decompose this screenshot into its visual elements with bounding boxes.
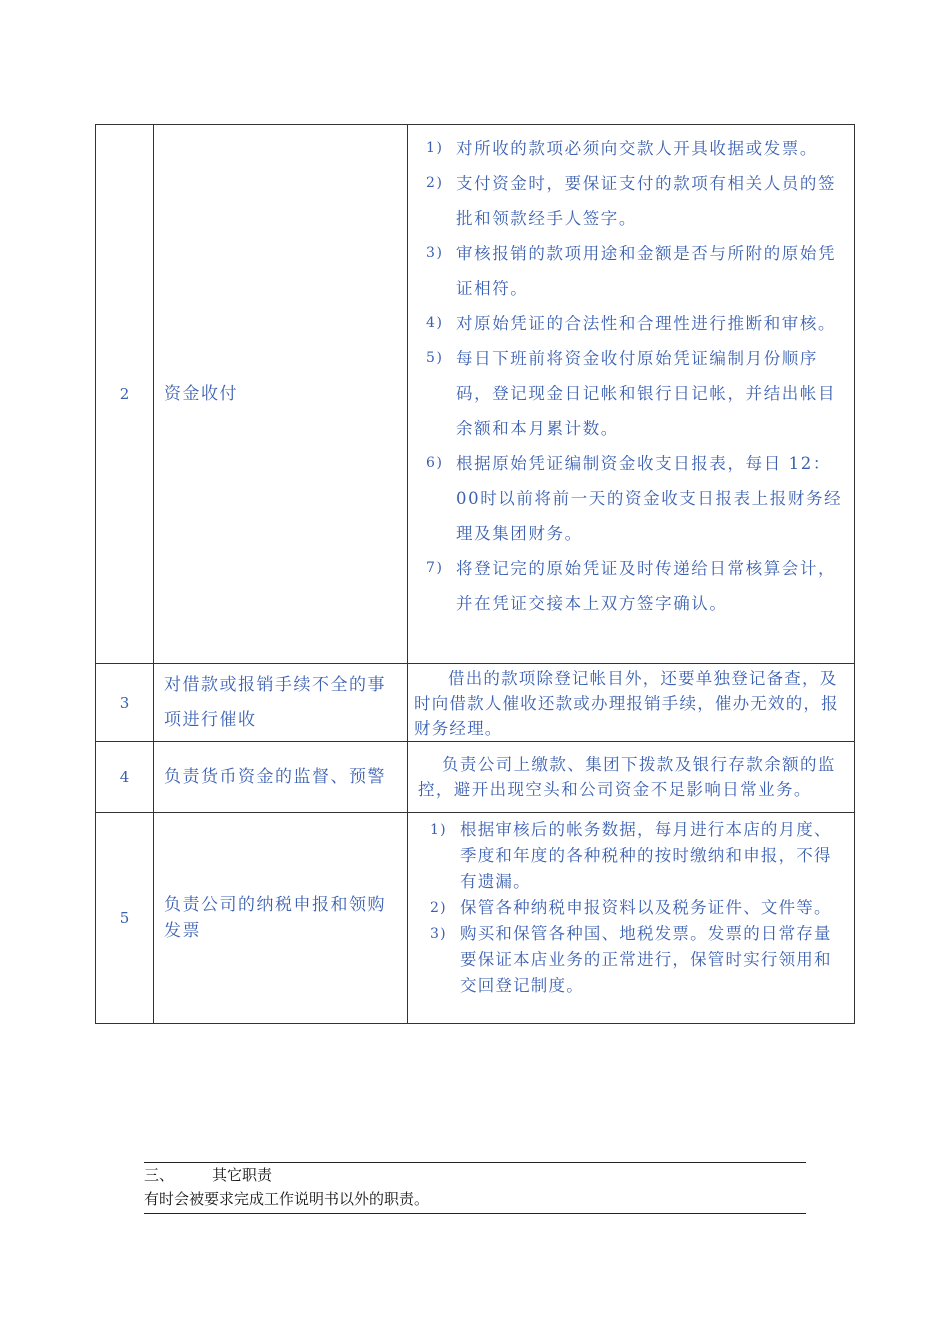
list-item xyxy=(430,817,846,895)
item-text: 购买和保管各种国、地税发票。发票的日常存量要保证本店业务的正常进行，保管时实行领用和交回登记制度。 xyxy=(460,924,832,995)
divider xyxy=(144,1213,806,1214)
item-text: 将登记完的原始凭证及时传递给日常核算会计，并在凭证交接本上双方签字确认。 xyxy=(456,559,837,613)
item-number: 5) xyxy=(426,350,444,366)
other-duties-section xyxy=(144,1162,806,1214)
section-title: 其它职责 xyxy=(212,1166,273,1184)
item-text: 保管各种纳税申报资料以及税务证件、文件等。 xyxy=(460,898,832,917)
row-number: 4 xyxy=(96,742,154,813)
duty-description xyxy=(408,664,855,742)
row-number: 2 xyxy=(96,125,154,664)
table-row xyxy=(96,664,855,742)
duty-text: 负责公司上缴款、集团下拨款及银行存款余额的监控，避开出现空头和公司资金不足影响日常业务。 xyxy=(418,755,836,799)
section-number: 三、 xyxy=(144,1166,175,1184)
row-number: 5 xyxy=(96,813,154,1024)
list-item xyxy=(426,341,846,446)
item-number: 4) xyxy=(426,315,444,331)
item-number: 3) xyxy=(430,926,447,942)
section-body: 有时会被要求完成工作说明书以外的职责。 xyxy=(144,1190,430,1208)
list-item xyxy=(430,895,846,921)
duty-description xyxy=(408,125,855,664)
duty-description xyxy=(408,742,855,813)
duty-item-list xyxy=(408,813,854,1023)
duty-title: 负责货币资金的监督、预警 xyxy=(154,742,408,813)
item-number: 6) xyxy=(426,455,444,471)
duty-item-list xyxy=(408,129,854,659)
item-number: 7) xyxy=(426,560,444,576)
list-item xyxy=(426,446,846,551)
duty-description xyxy=(408,813,855,1024)
list-item xyxy=(426,131,846,166)
item-text: 对原始凭证的合法性和合理性进行推断和审核。 xyxy=(456,314,837,333)
item-number: 1) xyxy=(430,822,447,838)
row-number: 3 xyxy=(96,664,154,742)
duty-title: 对借款或报销手续不全的事项进行催收 xyxy=(154,664,408,742)
item-number: 1) xyxy=(426,140,444,156)
section-heading xyxy=(144,1163,806,1187)
list-item xyxy=(426,166,846,236)
list-item xyxy=(430,921,846,999)
duty-title: 负责公司的纳税申报和领购发票 xyxy=(154,813,408,1024)
item-text: 支付资金时，要保证支付的款项有相关人员的签批和领款经手人签字。 xyxy=(456,174,837,228)
item-text: 审核报销的款项用途和金额是否与所附的原始凭证相符。 xyxy=(456,244,837,298)
list-item xyxy=(426,551,846,621)
duties-table xyxy=(95,124,855,1024)
duty-text: 借出的款项除登记帐目外，还要单独登记备查，及时向借款人催收还款或办理报销手续，催办无效的，报财务经理。 xyxy=(414,669,839,738)
item-text: 根据原始凭证编制资金收支日报表，每日 12：00时以前将前一天的资金收支日报表上报财务经理及集团财务。 xyxy=(456,454,843,543)
item-text: 对所收的款项必须向交款人开具收据或发票。 xyxy=(456,139,818,158)
list-item xyxy=(426,306,846,341)
item-number: 2) xyxy=(426,175,444,191)
duty-title: 资金收付 xyxy=(154,125,408,664)
item-text: 根据审核后的帐务数据，每月进行本店的月度、季度和年度的各种税种的按时缴纳和申报，不得有遗漏。 xyxy=(460,820,832,891)
table-row xyxy=(96,742,855,813)
list-item xyxy=(426,236,846,306)
table-row xyxy=(96,125,855,664)
item-number: 3) xyxy=(426,245,444,261)
item-text: 每日下班前将资金收付原始凭证编制月份顺序码，登记现金日记帐和银行日记帐，并结出帐目余额和本月累计数。 xyxy=(456,349,837,438)
table-row xyxy=(96,813,855,1024)
item-number: 2) xyxy=(430,900,447,916)
